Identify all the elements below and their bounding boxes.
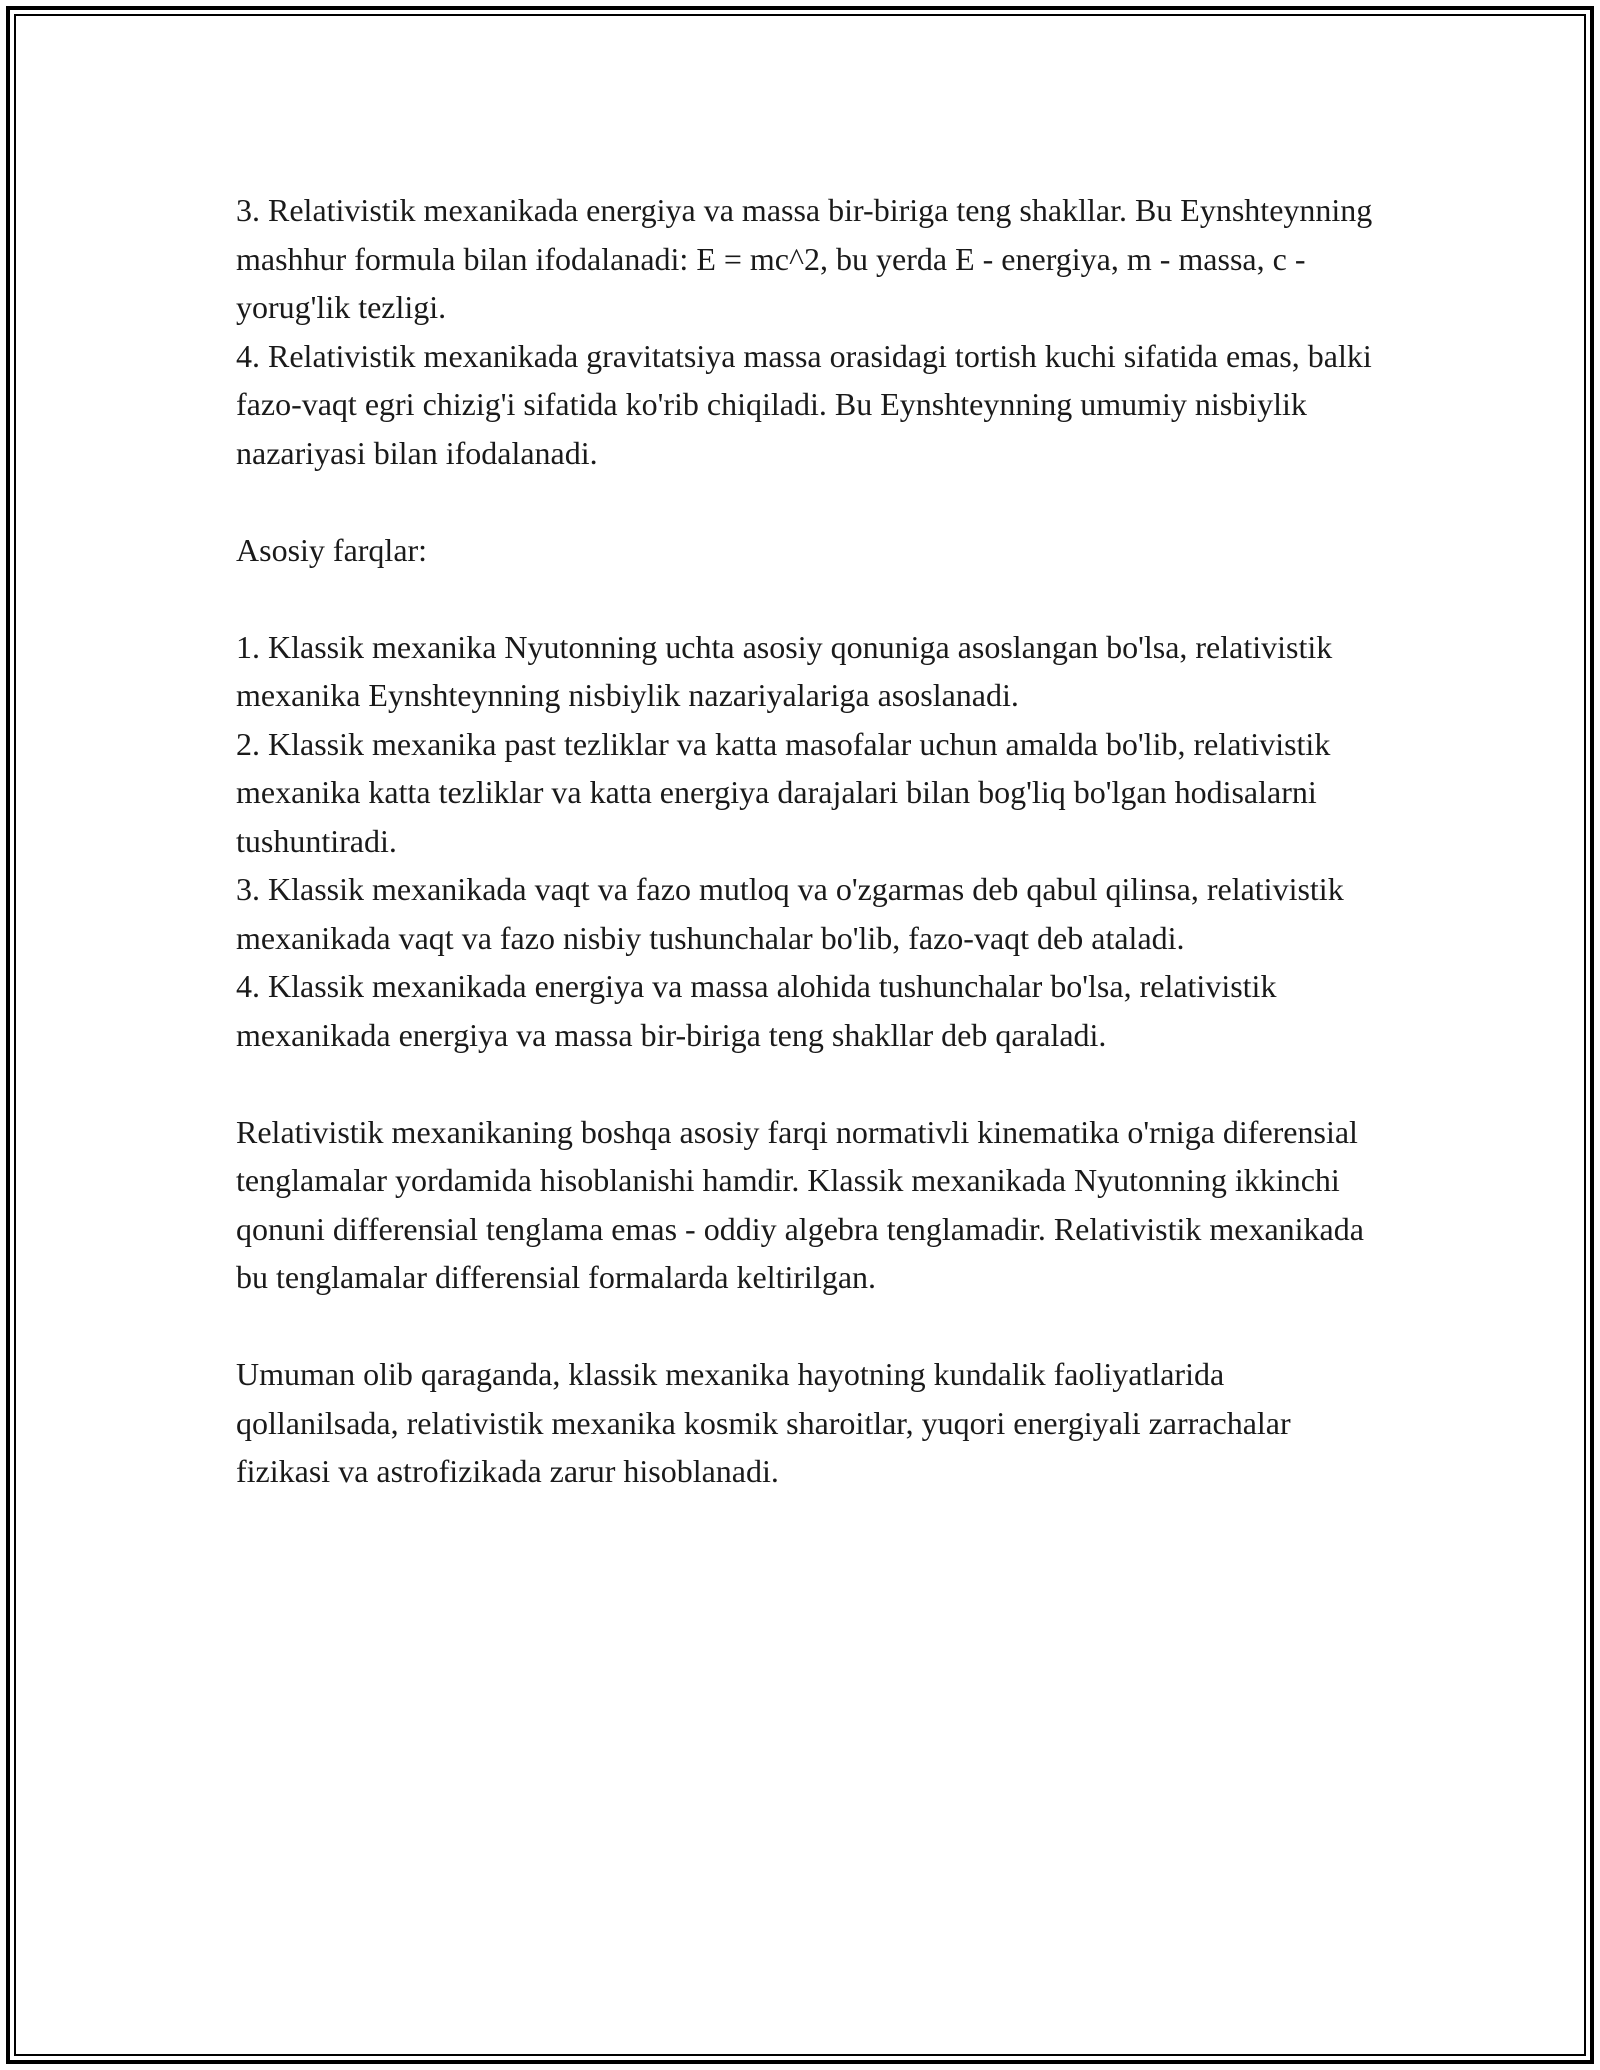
difference-item-3: 3. Klassik mexanikada vaqt va fazo mutloq va o'zgarmas deb qabul qilinsa, relativistik mexanikada vaqt va fazo nisbiy tushunchalar bo'lib, fazo-vaqt deb ataladi. <box>236 871 1344 956</box>
section-heading: Asosiy farqlar: <box>236 531 428 568</box>
difference-item-1: 1. Klassik mexanika Nyutonning uchta asosiy qonuniga asoslangan bo'lsa, relativistik mexanika Eynshteynning nisbiylik nazariyalariga asoslanadi. <box>236 628 1333 713</box>
paragraph-spacer <box>236 1302 1376 1351</box>
paragraph-spacer <box>236 574 1376 623</box>
paragraph-spacer <box>236 1059 1376 1108</box>
body-paragraph-2: Umuman olib qaraganda, klassik mexanika hayotning kundalik faoliyatlarida qollanilsada, relativistik mexanika kosmik sharoitlar, yuqori energiyali zarrachalar fizikasi va astrofizikada zarur hisoblanadi. <box>236 1356 1291 1489</box>
document-body <box>236 186 1376 1496</box>
difference-item-2: 2. Klassik mexanika past tezliklar va katta masofalar uchun amalda bo'lib, relativistik mexanika katta tezliklar va katta energiya darajalari bilan bog'liq bo'lgan hodisalarni tushuntiradi. <box>236 725 1331 859</box>
list-item-relativistic-3: 3. Relativistik mexanikada energiya va massa bir-biriga teng shakllar. Bu Eynshteynning mashhur formula bilan ifodalanadi: E = mc^2, bu yerda E - energiya, m - massa, c - yorug'lik tezligi. <box>236 192 1373 325</box>
list-item-relativistic-4: 4. Relativistik mexanikada gravitatsiya massa orasidagi tortish kuchi sifatida emas, balki fazo-vaqt egri chizig'i sifatida ko'rib chiqiladi. Bu Eynshteynning umumiy nisbiylik nazariyasi bilan ifodalanadi. <box>236 337 1372 471</box>
body-paragraph-1: Relativistik mexanikaning boshqa asosiy farqi normativli kinematika o'rniga diferensial tenglamalar yordamida hisoblanishi hamdir. Klassik mexanikada Nyutonning ikkinchi qonuni differensial tenglama emas - oddiy algebra tenglamadir. Relativistik mexanikada bu tenglamalar differensial formalarda keltirilgan. <box>236 1113 1364 1295</box>
difference-item-4: 4. Klassik mexanikada energiya va massa alohida tushunchalar bo'lsa, relativistik mexanikada energiya va massa bir-biriga teng shakllar deb qaraladi. <box>236 968 1277 1053</box>
paragraph-spacer <box>236 477 1376 526</box>
